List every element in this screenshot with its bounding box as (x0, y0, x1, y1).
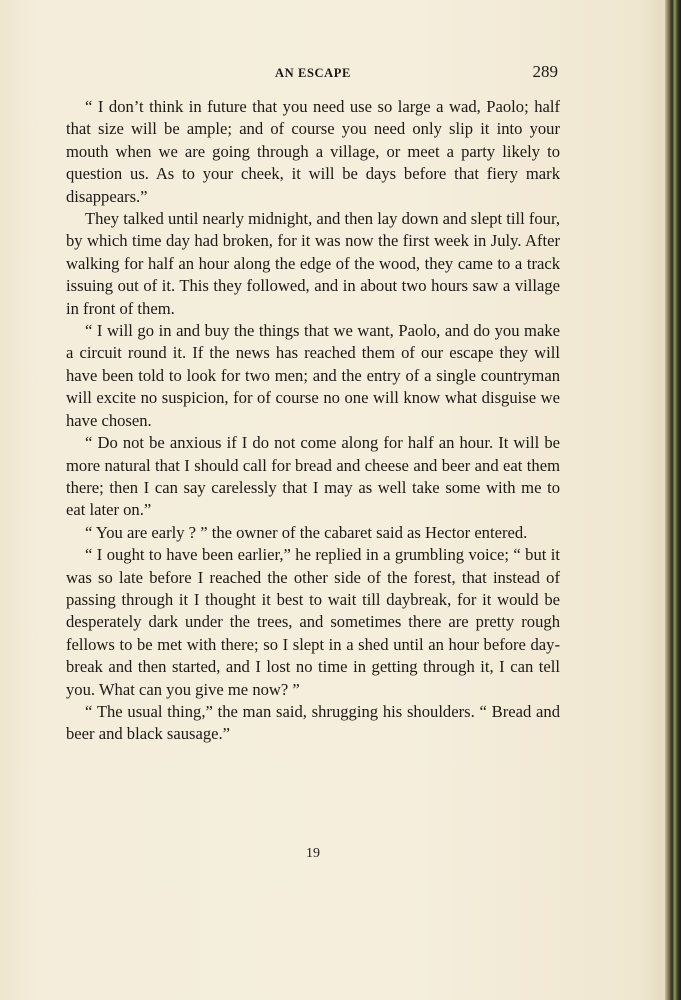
page-header (66, 62, 560, 84)
paragraph: “ Do not be anxious if I do not come along for half an hour. It will be more natural that I should call for bread and cheese and beer and eat them there; then I can say carelessly that I may as well take some with me to eat later on.” (66, 433, 560, 520)
paragraph: “ I don’t think in future that you need use so large a wad, Paolo; half that size will be ample; and of course you need only slip it into your mouth when we are going through a village, or meet a party likely to question us. As to your cheek, it will be days before that fiery mark disappears.” (66, 97, 560, 206)
book-spine-edge (665, 0, 681, 1000)
paragraph: They talked until nearly midnight, and then lay down and slept till four, by which time day had broken, for it was now the first week in July. After walking for half an hour along the edge of the wood, they came to a track issuing out of it. This they followed, and in about two hours saw a village in front of them. (66, 209, 560, 318)
paragraph: “ I ought to have been earlier,” he replied in a grumbling voice; “ but it was so late before I reached the other side of the forest, that instead of passing through it I thought it best to wait till daybreak, for it would be desperately dark under the trees, and sometimes there are pretty rough fellows to be met with there; so I slept in a shed until an hour before day-break and then started, and I lost no time in getting through it, I can tell you. What can you give me now? ” (66, 545, 560, 699)
body-text (66, 96, 560, 746)
page-number: 289 (532, 62, 558, 81)
paragraph: “ I will go in and buy the things that we want, Paolo, and do you make a circuit round it. If the news has reached them of our escape they will have been told to look for two men; and the entry of a single countryman will excite no suspicion, for of course no one will know what disguise we have chosen. (66, 321, 560, 430)
signature-mark: 19 (306, 846, 320, 861)
running-head: AN ESCAPE (275, 66, 351, 80)
paragraph: “ The usual thing,” the man said, shrugging his shoulders. “ Bread and beer and black sausage.” (66, 701, 560, 744)
paragraph: “ You are early ? ” the owner of the cabaret said as Hector entered. (85, 522, 528, 542)
